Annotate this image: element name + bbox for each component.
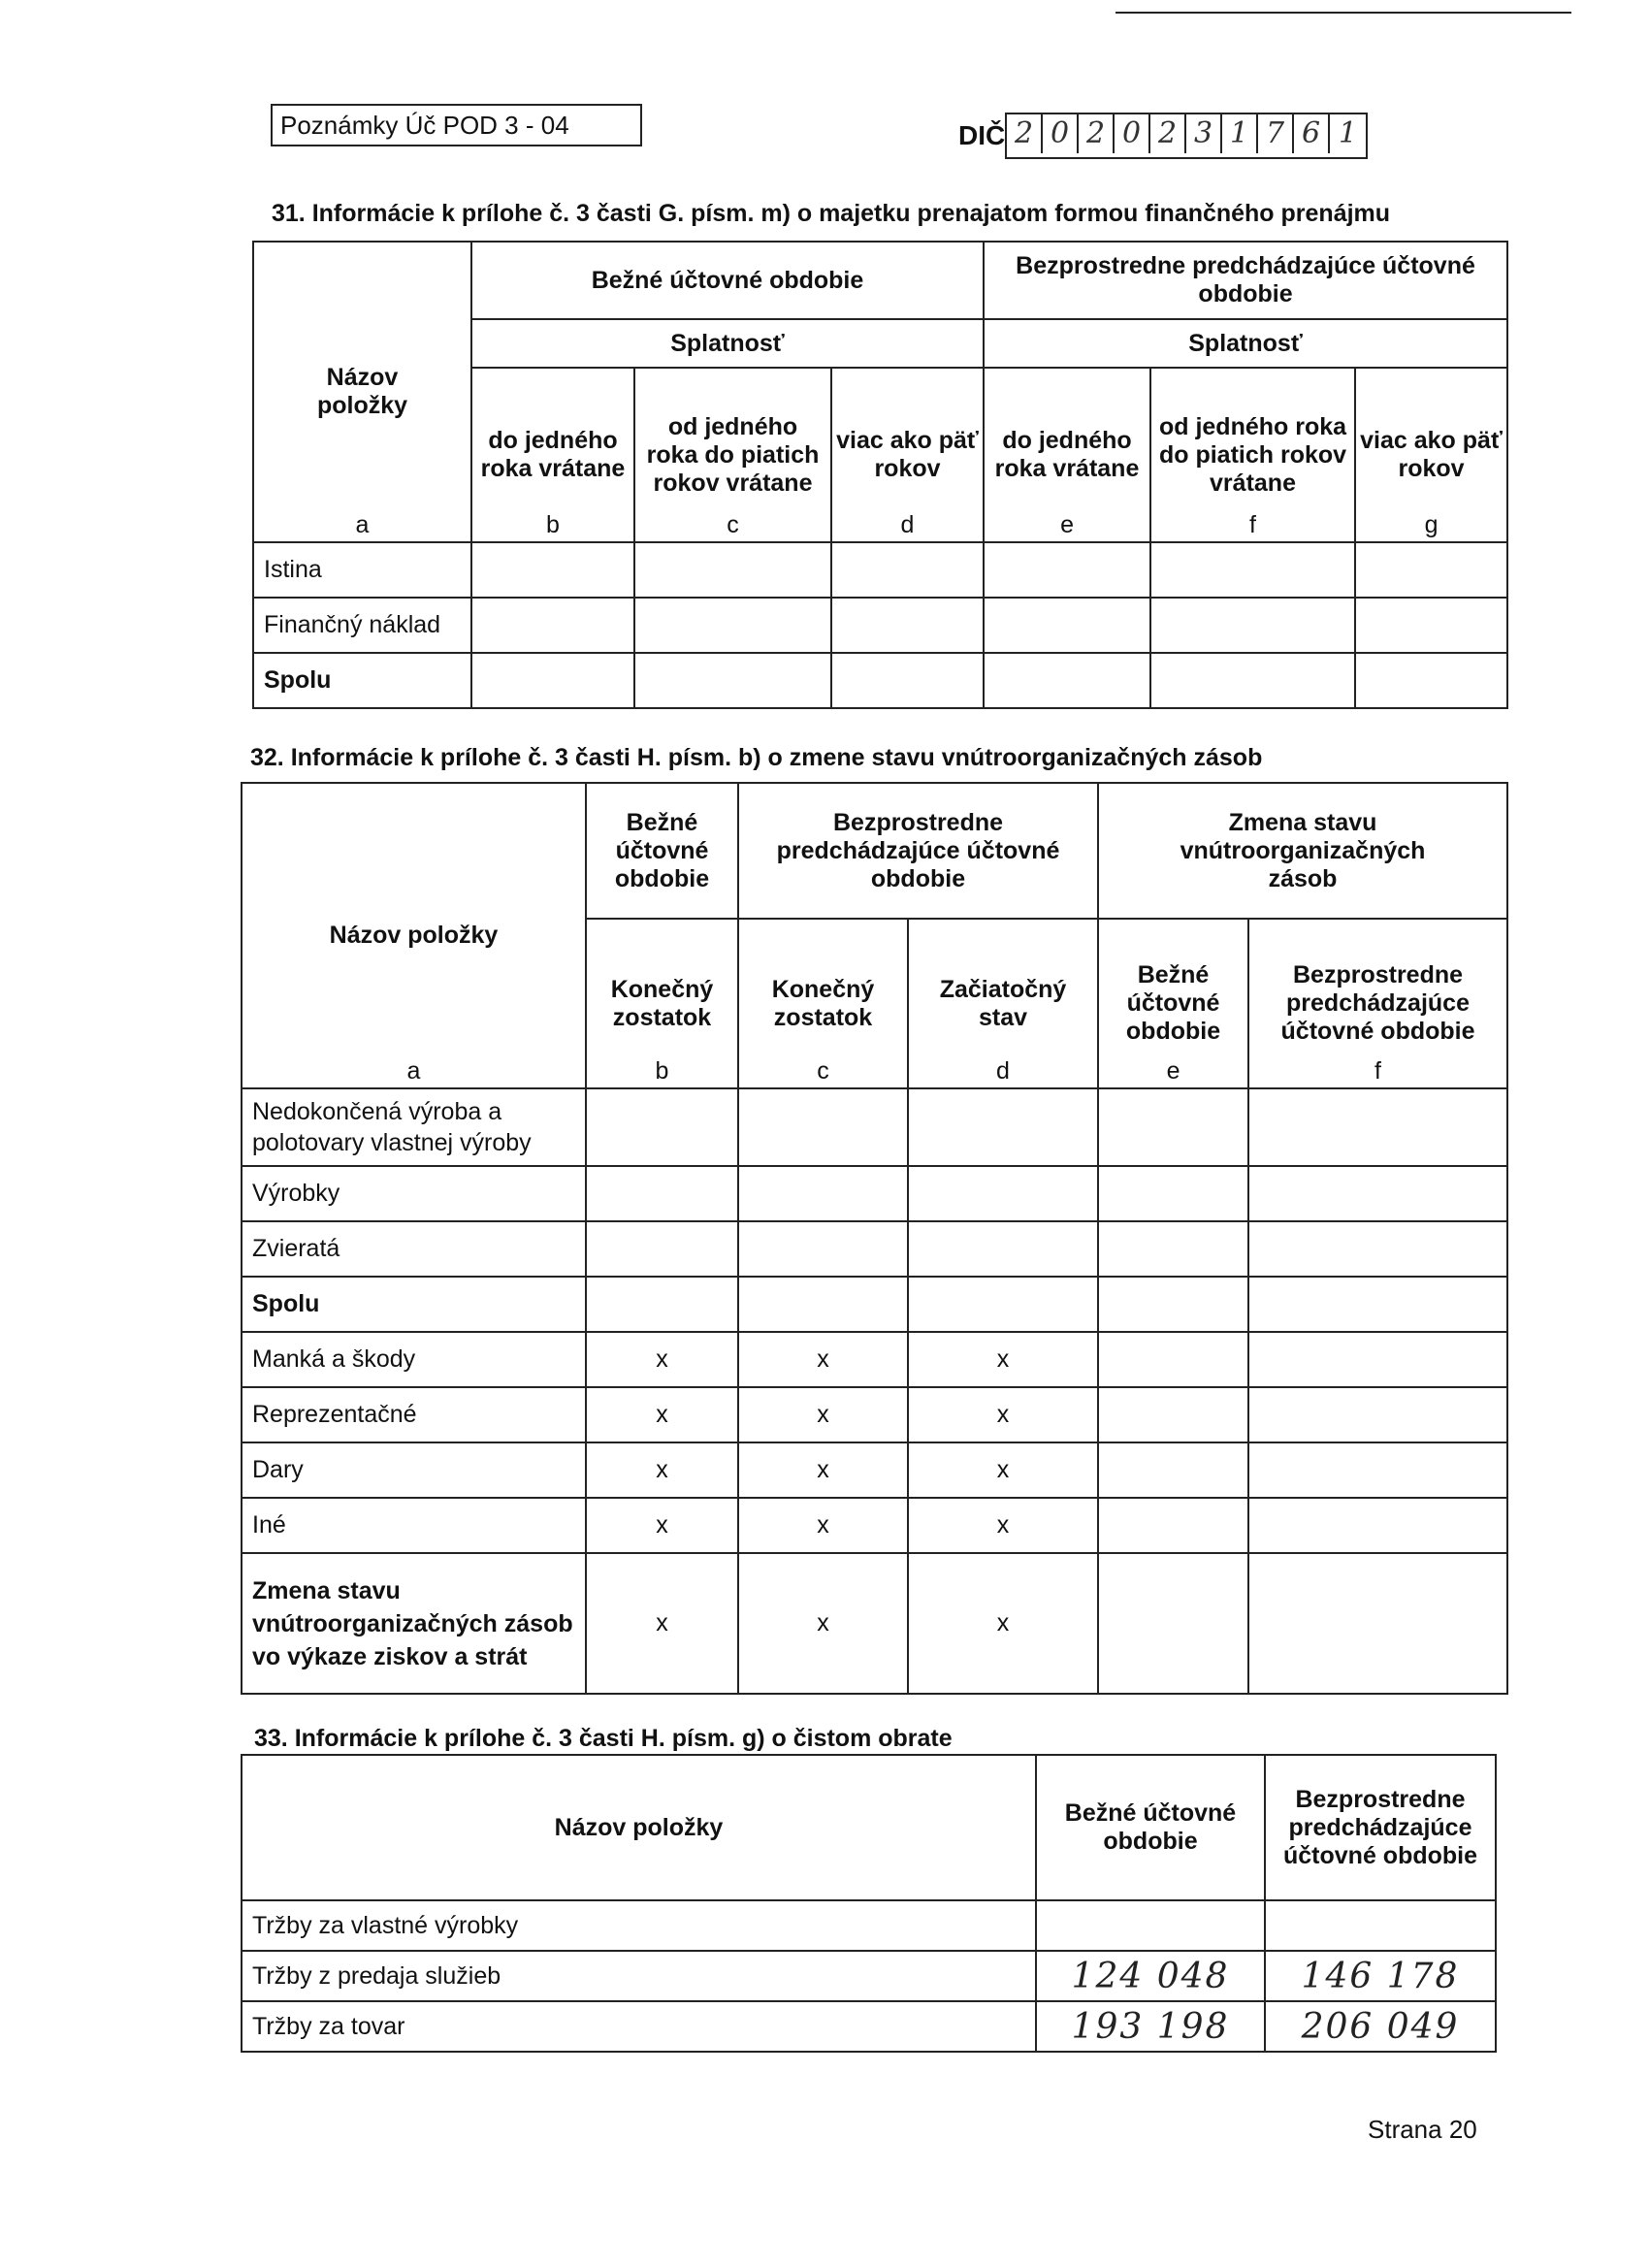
t32-cell — [908, 1166, 1098, 1221]
t32-header-change: Zmena stavu vnútroorganizačných zásob — [1098, 783, 1507, 919]
t32-cell: x — [738, 1498, 908, 1553]
t32-row-label: Reprezentačné — [242, 1387, 586, 1442]
t33-previous-value: 146 178 — [1265, 1951, 1496, 2001]
t32-cell — [738, 1277, 908, 1332]
t32-cell — [1248, 1498, 1507, 1553]
t31-col-e: do jedného roka vrátane e — [984, 368, 1150, 542]
t32-cell: x — [586, 1553, 738, 1694]
t32-cell — [1098, 1088, 1248, 1166]
t31-splatnost-previous: Splatnosť — [984, 319, 1507, 368]
form-id-box: Poznámky Úč POD 3 - 04 — [271, 104, 642, 146]
dic-label: DIČ — [958, 120, 1006, 150]
t32-header-name: Názov položky a — [242, 783, 586, 1088]
t31-header-previous: Bezprostredne predchádzajúce účtovné obdobie — [984, 242, 1507, 319]
t32-cell: x — [738, 1332, 908, 1387]
t32-cell — [586, 1166, 738, 1221]
table-33 — [241, 1754, 1497, 2053]
table-32 — [241, 782, 1508, 1695]
dic-digit: 2 — [1150, 114, 1186, 153]
t33-previous-value: 206 049 — [1265, 2001, 1496, 2052]
dic-digit: 7 — [1258, 114, 1294, 153]
t32-row-label: Dary — [242, 1442, 586, 1498]
t32-cell — [1248, 1221, 1507, 1277]
t33-current-value: 193 198 — [1036, 2001, 1265, 2052]
t33-row-label: Tržby z predaja služieb — [242, 1951, 1036, 2001]
t32-cell: x — [586, 1498, 738, 1553]
t33-header-previous: Bezprostredne predchádzajúce účtovné obdobie — [1265, 1755, 1496, 1900]
section-33-title: 33. Informácie k prílohe č. 3 časti H. písm. g) o čistom obrate — [254, 1725, 953, 1752]
t32-cell: x — [738, 1442, 908, 1498]
t31-header-current: Bežné účtovné obdobie — [471, 242, 984, 319]
t32-cell — [1098, 1221, 1248, 1277]
t32-cell — [1248, 1332, 1507, 1387]
dic-digit: 6 — [1294, 114, 1330, 153]
t32-cell — [586, 1277, 738, 1332]
t33-current-value — [1036, 1900, 1265, 1951]
t32-cell — [1248, 1387, 1507, 1442]
t32-cell — [1098, 1553, 1248, 1694]
dic-boxes — [1005, 113, 1368, 159]
t32-header-current: Bežné účtovné obdobie — [586, 783, 738, 919]
t32-cell — [1098, 1498, 1248, 1553]
t32-row-label: Výrobky — [242, 1166, 586, 1221]
t31-header-name: Názov položky a — [253, 242, 471, 542]
top-rule — [1116, 12, 1571, 14]
t33-previous-value — [1265, 1900, 1496, 1951]
t31-row-label: Istina — [253, 542, 471, 598]
t32-col-b: Konečný zostatok b — [586, 919, 738, 1088]
t32-cell — [1248, 1166, 1507, 1221]
dic-digit: 3 — [1186, 114, 1222, 153]
t32-cell — [908, 1277, 1098, 1332]
t32-cell — [1248, 1553, 1507, 1694]
t32-col-d: Začiatočný stav d — [908, 919, 1098, 1088]
t32-cell — [1248, 1277, 1507, 1332]
t32-row-label: Spolu — [242, 1277, 586, 1332]
t32-cell — [1248, 1442, 1507, 1498]
t32-cell — [908, 1088, 1098, 1166]
t32-cell — [1098, 1387, 1248, 1442]
t32-cell: x — [586, 1332, 738, 1387]
t32-cell — [1248, 1088, 1507, 1166]
t32-col-e: Bežné účtovné obdobie e — [1098, 919, 1248, 1088]
dic-digit: 0 — [1043, 114, 1079, 153]
t31-col-d: viac ako päť rokov d — [831, 368, 984, 542]
t33-current-value: 124 048 — [1036, 1951, 1265, 2001]
t32-row-label: Zmena stavu vnútroorganizačných zásob vo výkaze ziskov a strát — [242, 1553, 586, 1694]
t32-cell — [908, 1221, 1098, 1277]
t32-col-c: Konečný zostatok c — [738, 919, 908, 1088]
t33-header-current: Bežné účtovné obdobie — [1036, 1755, 1265, 1900]
t31-splatnost-current: Splatnosť — [471, 319, 984, 368]
t32-cell: x — [908, 1387, 1098, 1442]
dic-digit: 2 — [1079, 114, 1115, 153]
t32-cell — [1098, 1277, 1248, 1332]
t32-header-previous: Bezprostredne predchádzajúce účtovné obdobie — [738, 783, 1098, 919]
page-number: Strana 20 — [1368, 2115, 1477, 2144]
t32-cell: x — [908, 1553, 1098, 1694]
t32-cell — [1098, 1442, 1248, 1498]
t32-cell — [738, 1088, 908, 1166]
t33-row-label: Tržby za vlastné výrobky — [242, 1900, 1036, 1951]
t32-cell: x — [908, 1332, 1098, 1387]
t31-col-f: od jedného roka do piatich rokov vrátane f — [1150, 368, 1355, 542]
section-31-title: 31. Informácie k prílohe č. 3 časti G. písm. m) o majetku prenajatom formou finančného prenájmu — [272, 200, 1391, 227]
table-31 — [252, 241, 1508, 709]
t31-row-label: Spolu — [253, 653, 471, 708]
t32-col-f: Bezprostredne predchádzajúce účtovné obdobie f — [1248, 919, 1507, 1088]
t31-col-b: do jedného roka vrátane b — [471, 368, 634, 542]
t32-cell: x — [586, 1442, 738, 1498]
dic-digit: 2 — [1007, 114, 1043, 153]
t32-cell: x — [738, 1387, 908, 1442]
t32-row-label: Nedokončená výroba a polotovary vlastnej výroby — [242, 1088, 586, 1166]
t33-header-name: Názov položky — [242, 1755, 1036, 1900]
t33-row-label: Tržby za tovar — [242, 2001, 1036, 2052]
t32-row-label: Zvieratá — [242, 1221, 586, 1277]
t31-col-g: viac ako päť rokov g — [1355, 368, 1507, 542]
t32-cell: x — [908, 1442, 1098, 1498]
section-32-title: 32. Informácie k prílohe č. 3 časti H. písm. b) o zmene stavu vnútroorganizačných zásob — [250, 744, 1263, 771]
dic-digit: 0 — [1115, 114, 1150, 153]
t32-cell — [586, 1221, 738, 1277]
dic-digit: 1 — [1222, 114, 1258, 153]
t32-row-label: Iné — [242, 1498, 586, 1553]
t32-cell: x — [738, 1553, 908, 1694]
t32-cell: x — [586, 1387, 738, 1442]
t32-cell: x — [908, 1498, 1098, 1553]
t32-cell — [1098, 1166, 1248, 1221]
t31-row-label: Finančný náklad — [253, 598, 471, 653]
t32-cell — [738, 1221, 908, 1277]
t31-col-c: od jedného roka do piatich rokov vrátane c — [634, 368, 831, 542]
t32-cell — [738, 1166, 908, 1221]
t32-cell — [586, 1088, 738, 1166]
t32-cell — [1098, 1332, 1248, 1387]
dic-digit: 1 — [1338, 116, 1358, 150]
t32-row-label: Manká a škody — [242, 1332, 586, 1387]
